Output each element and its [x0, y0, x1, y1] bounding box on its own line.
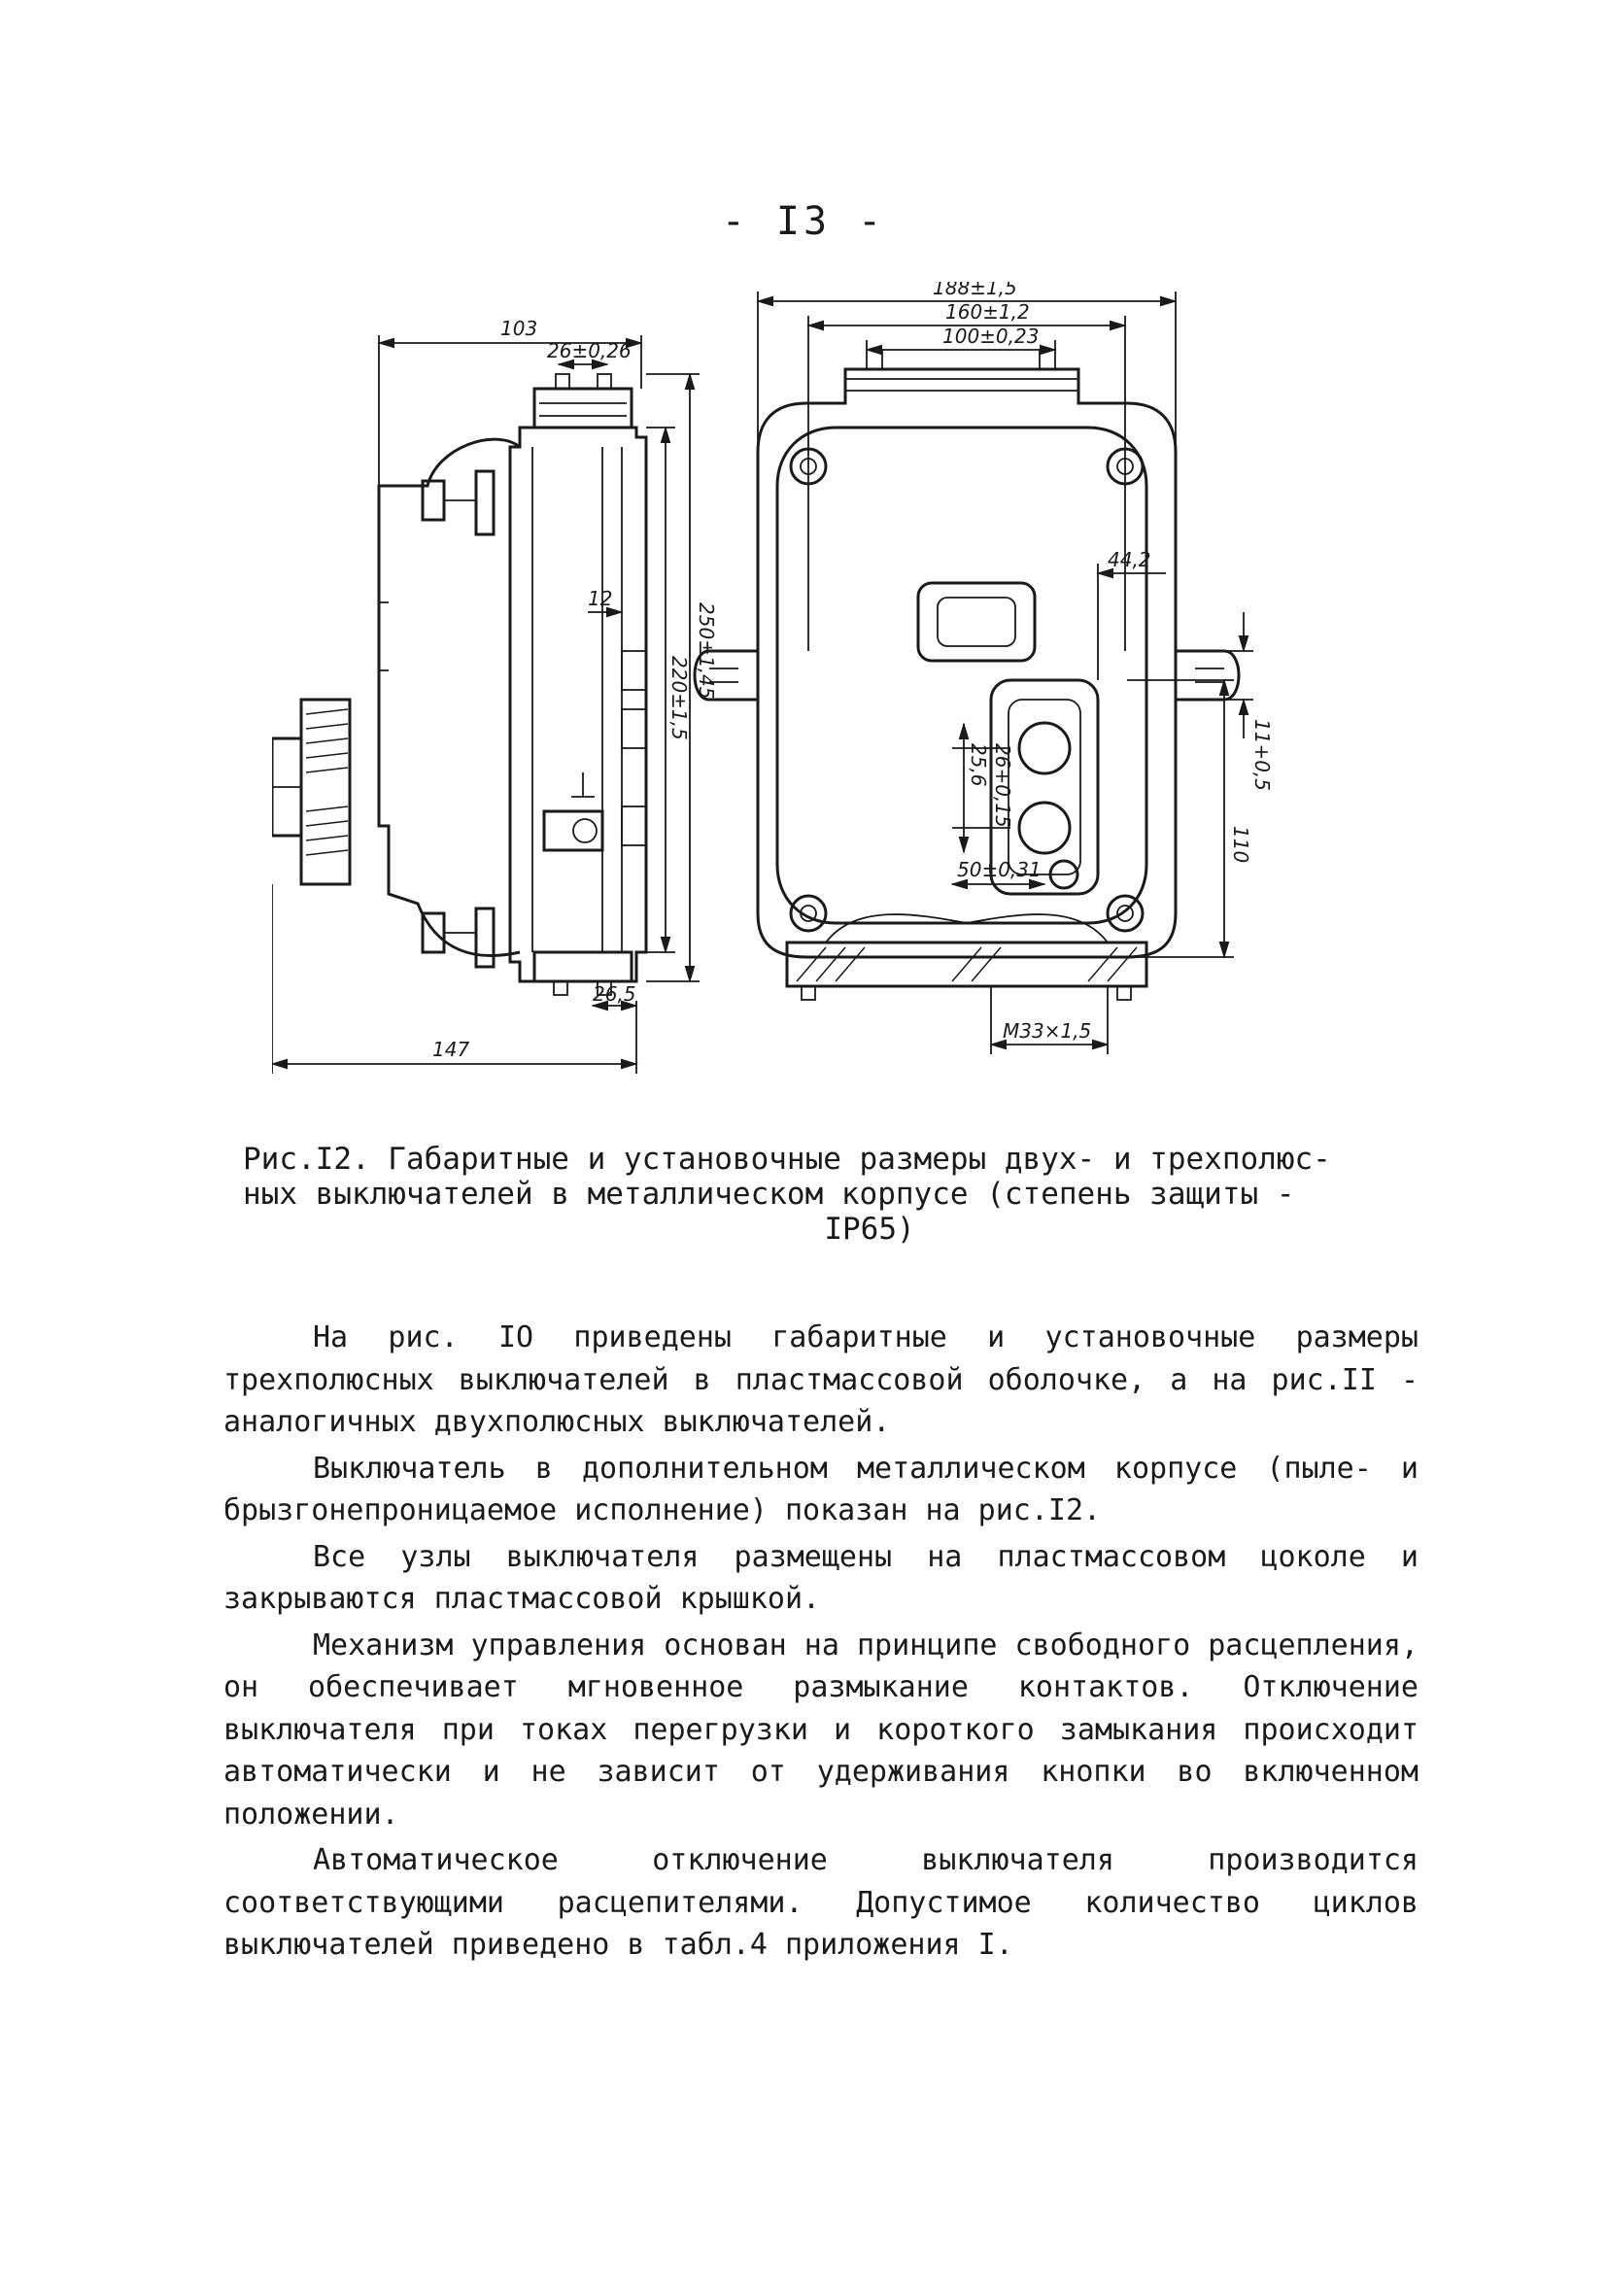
dim-44-2: 44,2 — [1108, 548, 1151, 571]
caption-line-2: ных выключателей в металлическом корпусе (степень защиты - — [243, 1177, 1295, 1212]
dim-147: 147 — [432, 1038, 470, 1061]
dim-103: 103 — [500, 317, 538, 340]
dim-m33: M33×1,5 — [1003, 1019, 1092, 1043]
paragraph: Автоматическое отключение выключателя производится соответствующими расцепителями. Допустимое количество циклов выключателей приведено в табл.4 приложения I. — [223, 1843, 1419, 1962]
dim-50: 50±0,31 — [957, 858, 1042, 881]
dim-220: 220±1,5 — [667, 656, 691, 740]
caption-line-1: Рис.I2. Габаритные и установочные размеры двух- и трехполюс- — [243, 1142, 1331, 1177]
technical-drawing — [272, 282, 1438, 1098]
base-hatching — [797, 947, 1137, 981]
dim-26-terminal: 26±0,26 — [547, 339, 632, 362]
gland-thread-lines — [306, 709, 348, 855]
front-view — [695, 282, 1274, 1054]
paragraph: На рис. IO приведены габаритные и установочные размеры трехполюсных выключателей в пластмассовой оболочке, а на рис.II - аналогичных двухполюсных выключателей. — [223, 1320, 1419, 1439]
dim-12: 12 — [588, 587, 613, 610]
caption-line-3: IP65) — [824, 1212, 915, 1247]
body-text — [223, 1317, 1419, 1970]
side-view — [272, 317, 718, 1074]
page-number: - I3 - — [721, 199, 886, 244]
dim-250: 250±1,45 — [695, 602, 718, 700]
dim-160: 160±1,2 — [945, 300, 1030, 324]
dim-26-015: 26+0,15 — [991, 743, 1014, 828]
dim-11: 11+0,5 — [1250, 719, 1274, 792]
dim-110: 110 — [1229, 826, 1252, 864]
dim-25-6: 25,6 — [967, 743, 990, 787]
paragraph: Все узлы выключателя размещены на пластмассовом цоколе и закрываются пластмассовой крышкой. — [223, 1539, 1419, 1616]
paragraph: Механизм управления основан на принципе свободного расцепления, он обеспечивает мгновенное размыкание контактов. Отключение выключателя при токах перегрузки и короткого замыкания происходит автоматически и не зависит от удерживания кнопки во включенном положении. — [223, 1628, 1419, 1832]
paragraph: Выключатель в дополнительном металлическом корпусе (пыле- и брызгонепроницаемое исполнение) показан на рис.I2. — [223, 1451, 1419, 1527]
dim-26-5: 26,5 — [593, 982, 636, 1006]
dim-100: 100±0,23 — [942, 325, 1040, 348]
dim-188: 188±1,5 — [933, 282, 1017, 299]
figure-caption — [243, 1142, 1360, 1247]
